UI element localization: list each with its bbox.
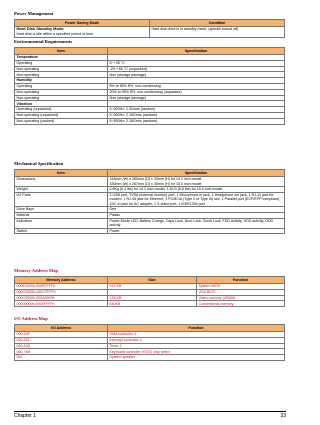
function-cell: VGA BIOS bbox=[197, 289, 285, 295]
item-cell: I/O Ports bbox=[15, 192, 108, 206]
memory-address-cell: 000E0000h-000FFFFFh bbox=[15, 284, 108, 290]
io-table bbox=[14, 324, 285, 361]
io-address-cell: 000-00F bbox=[15, 332, 108, 338]
size-cell: 640KB bbox=[108, 301, 197, 307]
column-header: Size bbox=[108, 277, 197, 284]
spec-cell: 5% to 90% RH, non-condensing bbox=[108, 83, 285, 89]
mem-table bbox=[14, 276, 285, 307]
io-heading: I/O Address Map bbox=[14, 316, 48, 321]
spec-cell: Plastic bbox=[108, 212, 285, 218]
function-cell: DMA controller-1 bbox=[108, 332, 285, 338]
column-header: Function bbox=[108, 325, 285, 332]
spec-cell: 2.8Kg (6.4 lbs) for 14.1 inch model; 3.1KG (6.8 lbs) for 15.0 inch model bbox=[108, 187, 285, 193]
io-address-cell: 040-043 bbox=[15, 343, 108, 349]
function-cell: System speaker bbox=[108, 355, 285, 361]
column-header: Power Saving Mode bbox=[15, 20, 150, 27]
spec-cell: 2 USB port, TVSA (external monitor) port, 1 Microphone-in jack, 1 Headphone out jack, 1 RJ-11 jack for modem, 1 RJ-45 jack for Ethernet, 1 PCMCIA (Type II or Type III) slot, 1 Parallel port (ECP/EPP compliant), 1DC-in jack for AC adapter, 1 S-video port, 1 IEEE1394 port bbox=[108, 192, 285, 206]
mech-heading: Mechanical Specification bbox=[14, 161, 64, 166]
item-cell: Non-operating (packed) bbox=[15, 118, 108, 124]
column-header: Item bbox=[15, 170, 108, 177]
table-row bbox=[15, 355, 285, 361]
table-row bbox=[15, 301, 285, 307]
spec-cell: Power Mode LED, Battery Charge, Caps Lock, Num Lock, Scroll Lock, FDD activity, HDD activity, ODD activity bbox=[108, 218, 285, 228]
column-header: Memory Address bbox=[15, 277, 108, 284]
function-cell: Keyboard controller 8757D chip select bbox=[108, 349, 285, 355]
mem-heading: Memory Address Map bbox=[14, 268, 59, 273]
function-cell: Video memory (VRAM) bbox=[197, 295, 285, 301]
page-number: 33 bbox=[280, 413, 286, 419]
memory-address-cell: 000C0000h-000CFFFFh bbox=[15, 289, 108, 295]
env-table bbox=[14, 47, 285, 125]
group-label: Vibration bbox=[15, 101, 108, 107]
power-table bbox=[14, 19, 285, 38]
memory-address-cell: 00000000h-0009FFFFh bbox=[15, 301, 108, 307]
function-cell: Conventional memory bbox=[197, 301, 285, 307]
table-header-row bbox=[15, 48, 285, 55]
power-mode-cell bbox=[15, 27, 150, 38]
group-label: Temperature bbox=[15, 55, 108, 61]
column-header: Function bbox=[197, 277, 285, 284]
spec-cell: 315mm (W) x 260mm (D) x 33mm (H) for 14.1 inch model 330mm (W) x 267mm (D) x 35mm (H) for 15.0 inch model bbox=[108, 177, 285, 187]
spec-cell: -20~+60 °C (unpacked) bbox=[108, 66, 285, 72]
item-cell: Non-operating bbox=[15, 66, 108, 72]
size-cell: 128 KB bbox=[108, 295, 197, 301]
memory-address-cell: 000C0000h-000A0000h bbox=[15, 295, 108, 301]
item-cell: Material bbox=[15, 212, 108, 218]
spec-cell: 5~500Hz: 2.16Grms (random) bbox=[108, 112, 285, 118]
table-header-row bbox=[15, 277, 285, 284]
item-cell: Non-operating bbox=[15, 72, 108, 78]
spec-cell: Non (storage package) bbox=[108, 72, 285, 78]
table-row bbox=[15, 218, 285, 228]
table-row bbox=[15, 27, 285, 38]
table-header-row bbox=[15, 325, 285, 332]
table-row bbox=[15, 118, 285, 124]
function-cell: Interrupt controller-1 bbox=[108, 337, 285, 343]
spec-cell: 20% to 95% RH, non-condensing (unpacked) bbox=[108, 89, 285, 95]
io-address-cell: 060, 064 bbox=[15, 349, 108, 355]
power-mode: Hard Disk Standby Mode bbox=[16, 26, 64, 32]
spec-cell: Power bbox=[108, 228, 285, 234]
power-condition: Hard disk drive is in standby mode. (spindle turned off) bbox=[150, 27, 285, 38]
group-label: Humidity bbox=[15, 78, 108, 84]
item-cell: Operating bbox=[15, 83, 108, 89]
item-cell: Drive Bays bbox=[15, 207, 108, 213]
env-heading: Environmental Requirements bbox=[14, 39, 73, 44]
footer-divider bbox=[14, 411, 286, 412]
size-cell: 512 KB bbox=[108, 284, 197, 290]
io-address-cell: 020-021 bbox=[15, 337, 108, 343]
mech-table bbox=[14, 169, 285, 234]
spec-cell: Non (storage package) bbox=[108, 95, 285, 101]
table-row bbox=[15, 228, 285, 234]
item-cell: Indicators bbox=[15, 218, 108, 228]
io-address-cell: 061 bbox=[15, 355, 108, 361]
column-header: I/O Address bbox=[15, 325, 108, 332]
item-cell: Non-operating bbox=[15, 89, 108, 95]
function-cell: System BIOS bbox=[197, 284, 285, 290]
table-header-row bbox=[15, 170, 285, 177]
item-cell: Dimensions bbox=[15, 177, 108, 187]
item-cell: Switch bbox=[15, 228, 108, 234]
power-mode-description: Hard disk is idle within a specified period of time bbox=[16, 31, 94, 36]
item-cell: Non-operating (unpacked) bbox=[15, 112, 108, 118]
table-row bbox=[15, 177, 285, 187]
item-cell: Operating (unpacked) bbox=[15, 107, 108, 113]
column-header: Item bbox=[15, 48, 108, 55]
spec-cell: 5~500Hz: 2.16Grms (random) bbox=[108, 118, 285, 124]
item-cell: Non-operating bbox=[15, 95, 108, 101]
item-cell: Weight bbox=[15, 187, 108, 193]
column-header: Condition bbox=[150, 20, 285, 27]
spec-cell: 5~500Hz: 1.0Grms (random) bbox=[108, 107, 285, 113]
function-cell: Timer 1 bbox=[108, 343, 285, 349]
column-header: Specification bbox=[108, 170, 285, 177]
spec-cell: 5~+35 °C bbox=[108, 60, 285, 66]
spec-cell: One bbox=[108, 207, 285, 213]
footer-chapter: Chapter 1 bbox=[14, 413, 36, 419]
column-header: Specification bbox=[108, 48, 285, 55]
item-cell: Operating bbox=[15, 60, 108, 66]
table-row bbox=[15, 192, 285, 206]
power-heading: Power Management bbox=[14, 11, 54, 16]
